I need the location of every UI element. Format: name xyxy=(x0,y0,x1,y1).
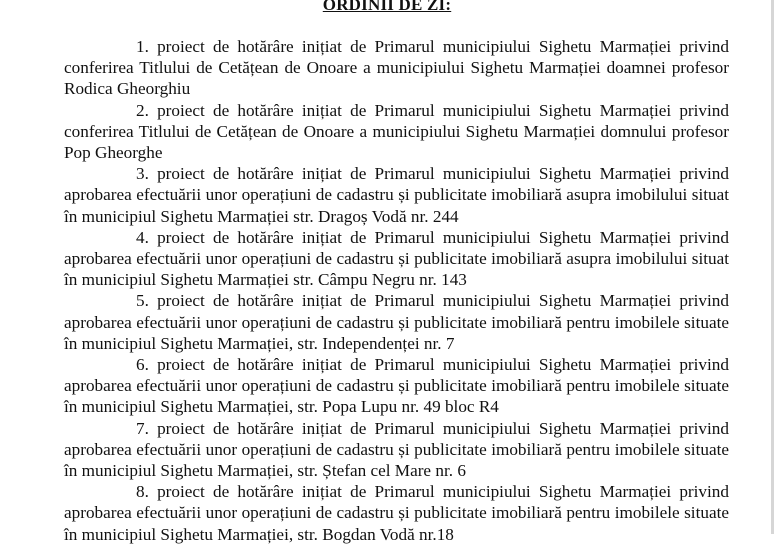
agenda-item-8: 8. proiect de hotărâre inițiat de Primarul municipiului Sighetu Marmației privind aprobarea efectuării unor operațiuni de cadastru și publicitate imobiliară pentru imobilele situate în municipiul Sighetu Marmației, str. Bogdan Vodă nr.18 xyxy=(64,482,729,544)
agenda-heading: ORDINII DE ZI: xyxy=(322,0,452,14)
agenda-item-7: 7. proiect de hotărâre inițiat de Primarul municipiului Sighetu Marmației privind aprobarea efectuării unor operațiuni de cadastru și publicitate imobiliară pentru imobilele situate în municipiul Sighetu Marmației, str. Ștefan cel Mare nr. 6 xyxy=(64,418,729,481)
agenda-item-3: 3. proiect de hotărâre inițiat de Primarul municipiului Sighetu Marmației privind aprobarea efectuării unor operațiuni de cadastru și publicitate imobiliară asupra imobilului situat în municipiul Sighetu Marmației str. Dragoș Vodă nr. 244 xyxy=(64,164,729,226)
agenda-item-1: 1. proiect de hotărâre inițiat de Primarul municipiului Sighetu Marmației privind conferirea Titlului de Cetățean de Onoare a municipiului Sighetu Marmației doamnei profesor Rodica Gheorghiu xyxy=(64,37,729,99)
agenda-list xyxy=(64,36,729,545)
agenda-item-5: 5. proiect de hotărâre inițiat de Primarul municipiului Sighetu Marmației privind aprobarea efectuării unor operațiuni de cadastru și publicitate imobiliară pentru imobilele situate în municipiul Sighetu Marmației, str. Independenței nr. 7 xyxy=(64,291,729,353)
agenda-item-6: 6. proiect de hotărâre inițiat de Primarul municipiului Sighetu Marmației privind aprobarea efectuării unor operațiuni de cadastru și publicitate imobiliară pentru imobilele situate în municipiul Sighetu Marmației, str. Popa Lupu nr. 49 bloc R4 xyxy=(64,355,729,417)
agenda-item-2: 2. proiect de hotărâre inițiat de Primarul municipiului Sighetu Marmației privind conferirea Titlului de Cetățean de Onoare a municipiului Sighetu Marmației domnului profesor Pop Gheorghe xyxy=(64,100,729,163)
agenda-item-4: 4. proiect de hotărâre inițiat de Primarul municipiului Sighetu Marmației privind aprobarea efectuării unor operațiuni de cadastru și publicitate imobiliară asupra imobilului situat în municipiul Sighetu Marmației str. Câmpu Negru nr. 143 xyxy=(64,227,729,290)
